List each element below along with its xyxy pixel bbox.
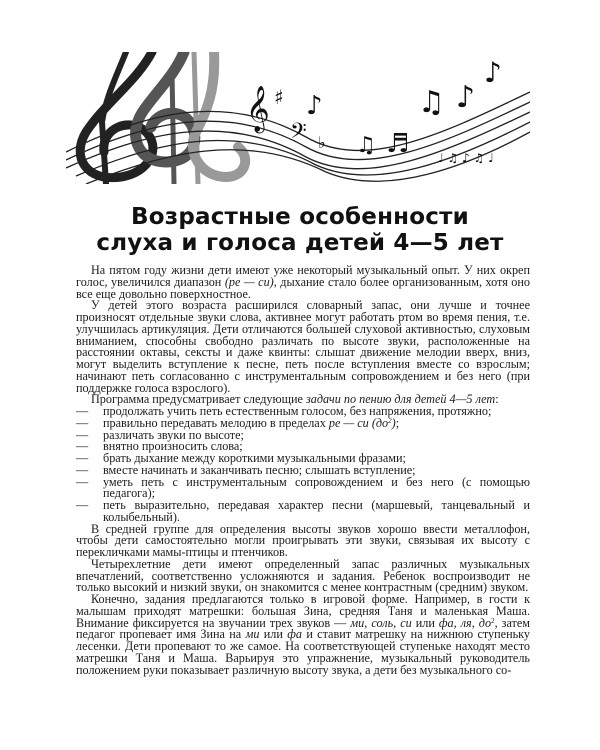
title-line-2: слуха и голоса детей 4—5 лет xyxy=(96,230,504,256)
text: , затем педагог пропевает имя Зина на xyxy=(76,615,530,642)
svg-text:♩ ♫ ♪ ♫ ♩: ♩ ♫ ♪ ♫ ♩ xyxy=(438,151,494,165)
text: и ставит матрешку на нижнюю ступеньку лесенки. Дети пропевают то же самое. На соответствующей ступеньке находят место матрешки Таня и Маша. Варьируя это упражнение, музыкальный руководитель положением руки показывает различную высоту звука, а дети без музыкального со- xyxy=(76,627,530,677)
dash: — xyxy=(76,439,89,454)
paragraph-impressions: Четырехлетние дети имеют определенный запас различных музыкальных впечатлений, соответственно усложняются и задания. Ребенок воспроизводит не только высокий и низкий звуки, он знакомится с менее контрастным (средним) звуком. xyxy=(76,556,530,595)
article-body xyxy=(76,265,530,676)
music-notes-staff-icon xyxy=(66,52,530,184)
list-item-text: брать дыхание между короткими музыкальными фразами; xyxy=(103,451,406,465)
svg-text:♪: ♪ xyxy=(456,80,476,115)
vocal-range: (ре — си) xyxy=(224,274,274,289)
svg-text:𝄢: 𝄢 xyxy=(290,119,307,149)
svg-text:𝄞: 𝄞 xyxy=(246,86,270,132)
text: ) xyxy=(391,415,396,430)
octave-superscript: 2 xyxy=(388,416,392,425)
list-item-text: продолжать учить петь естественным голосом, без напряжения, протяжно; xyxy=(103,404,492,418)
dash: — xyxy=(76,498,89,512)
dash: — xyxy=(76,427,89,442)
paragraph-game xyxy=(76,594,530,676)
list-item-text: уметь петь с инструментальным сопровождением и без него (с помощью педагога); xyxy=(103,474,530,501)
list-item xyxy=(76,474,530,501)
text: или xyxy=(411,615,439,630)
svg-text:♫: ♫ xyxy=(356,133,376,158)
svg-text:♫: ♫ xyxy=(418,85,445,120)
svg-text:♪: ♪ xyxy=(306,91,323,121)
note-mi: ми xyxy=(245,627,260,642)
dash: — xyxy=(76,404,89,418)
svg-text:♪: ♪ xyxy=(484,56,502,89)
tasks-emphasis: задачи по пению для детей 4—5 лет xyxy=(305,392,496,407)
dash: — xyxy=(76,451,89,465)
tasks-list xyxy=(76,406,530,524)
text: Конечно, задания предлагаются только в игровой форме. Например, в гости к малышам приходят матрешки: большая Зина, средняя Таня и маленькая Маша. Внимание фиксируется на звучании трех звуков — xyxy=(76,592,530,630)
svg-text:♬: ♬ xyxy=(386,129,410,159)
list-item-text: вместе начинать и заканчивать песню; слышать вступление; xyxy=(103,462,416,477)
dash: — xyxy=(76,474,89,489)
note-range: ре — си (до xyxy=(328,415,389,430)
dash: — xyxy=(76,415,89,430)
list-item-text: различать звуки по высоте; xyxy=(103,427,244,442)
page-title xyxy=(0,204,600,256)
paragraph-intro xyxy=(76,265,530,300)
list-item-text: внятно произносить слова; xyxy=(103,439,243,454)
list-item xyxy=(76,500,530,524)
svg-text:♯: ♯ xyxy=(274,85,284,109)
paragraph-vocabulary: У детей этого возраста расширился словарный запас, они лучше и точнее произносят отдельные звуки слова, активнее могут работать ртом во время пения, т.е. улучшилась артикуляция. Дети отличаются большей слуховой активностью, слуховым вниманием, способны свободно различать по высоте звуки, расположенные на расстоянии октавы, сексты и даже квинты: слышат движение мелодии вверх, вниз, могут выделить вступление к песне, петь после вступления вместе со взрослым; начинают петь согласованно с инструментальным сопровождением и без него (при поддержке голоса взрослого). xyxy=(76,298,530,395)
text: ; xyxy=(395,415,400,430)
notes-emphasis: ми, соль, си xyxy=(350,615,412,630)
text: , дыхание стало более организованным, хотя оно все еще довольно поверхностное. xyxy=(76,274,530,301)
svg-text:♭: ♭ xyxy=(318,133,326,152)
music-banner-illustration xyxy=(66,52,530,184)
note-fa: фа xyxy=(287,627,302,642)
paragraph-metallophone: В средней группе для определения высоты звуков хорошо ввести металлофон, чтобы дети самостоятельно могли проигрывать эти звуки, связывая их высоту с перекличками мамы-птицы и птенчиков. xyxy=(76,521,530,559)
text: На пятом году жизни дети имеют уже некоторый музыкальный опыт. У них окреп голос, увеличился диапазон xyxy=(76,263,530,289)
title-line-1: Возрастные особенности xyxy=(131,204,469,230)
notes-emphasis: фа, ля, до xyxy=(438,615,492,630)
list-item-text: правильно передавать мелодию в пределах xyxy=(103,415,329,430)
text: : xyxy=(495,392,499,407)
text: Программа предусматривает следующие xyxy=(91,392,306,407)
octave-superscript: 2 xyxy=(491,616,495,625)
list-item-text: петь выразительно, передавая характер песни (маршевый, танцевальный и колыбельный). xyxy=(103,498,530,524)
dash: — xyxy=(76,462,89,477)
text: или xyxy=(259,627,288,642)
